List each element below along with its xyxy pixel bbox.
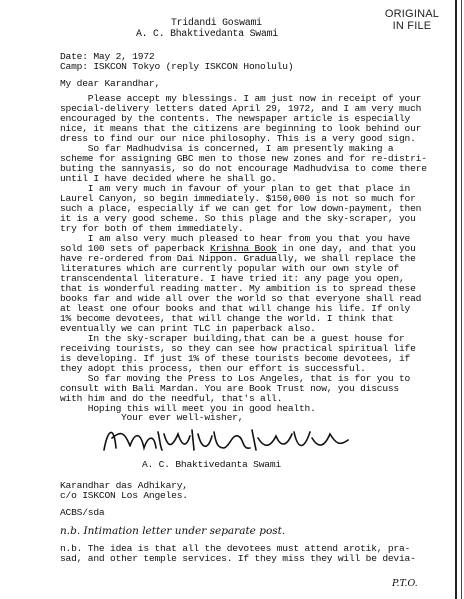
body-line: such a place, especially if we can get for low down-payment, then — [60, 203, 422, 214]
letterhead-line-2: A. C. Bhaktivedanta Swami — [136, 28, 278, 39]
page-edge-line — [455, 0, 457, 599]
letter-date: Date: May 2, 1972 — [60, 51, 155, 62]
recipient-line-2: c/o ISKCON Los Angeles. — [60, 490, 188, 501]
body-line: So far Madhudvisa is concerned, I am presently making a — [60, 143, 394, 154]
body-line: with him and do the needful, that's all. — [60, 393, 283, 404]
body-line: I am also very much pleased to hear from you that you have — [60, 233, 411, 244]
body-line: Laurel Canyon, so begin immediately. $150,000 is not so much for — [60, 193, 416, 204]
original-in-file-stamp — [381, 8, 443, 32]
body-line: try for both of them immediately. — [60, 223, 244, 234]
initials: ACBS/sda — [60, 507, 105, 518]
body-line: 1% become devotees, that will change the world. I think that — [60, 313, 394, 324]
body-line: special-delivery letters dated April 29, 1972, and I am very much — [60, 103, 422, 114]
signature-name: A. C. Bhaktivedanta Swami — [142, 459, 281, 470]
recipient-line-1: Karandhar das Adhikary, — [60, 480, 188, 491]
body-line: Please accept my blessings. I am just now in receipt of your — [60, 93, 422, 104]
body-line: that is wonderful reading matter. My ambition is to spread these — [60, 283, 416, 294]
body-line: nice, it means that the citizens are beginning to look behind our — [60, 123, 422, 134]
letter-body — [60, 94, 455, 414]
salutation: My dear Karandhar, — [60, 78, 161, 89]
nb-line-2: sad, and other temple services. If they miss they will be devia- — [60, 553, 416, 564]
body-line: literatures which are currently popular with our own style of — [60, 263, 399, 274]
body-line: receiving tourists, so they can see how practical spiritual life — [60, 343, 416, 354]
body-line: sold 100 sets of paperback Krishna Book in one day, and that you — [60, 243, 416, 254]
closing: Your ever well-wisher, — [121, 412, 244, 423]
body-line: it is a very good scheme. So this plage and the sky-scraper, you — [60, 213, 416, 224]
body-line: have re-ordered from Dai Nippon. Gradually, we shall replace the — [60, 253, 416, 264]
body-line: I am very much in favour of your plan to get that place in — [60, 183, 411, 194]
body-line: So far moving the Press to Los Angeles, that is for you to — [60, 373, 411, 384]
body-line: buting the sannyasis, so do not encourage Madhudvisa to come there — [60, 163, 427, 174]
body-line: Hoping this will meet you in good health. — [60, 403, 316, 414]
body-line: dress to find our our nice philosophy. This is a very good sign. — [60, 133, 416, 144]
body-line: they adopt this process, then our effort is successful. — [60, 363, 366, 374]
handwritten-note: n.b. Intimation letter under separate post. — [60, 525, 286, 537]
body-line: until I have decided where he shall go. — [60, 173, 277, 184]
handwritten-signature — [100, 420, 360, 460]
underlined-title: Krishna Book — [210, 243, 277, 254]
nb-line-1: n.b. The idea is that all the devotees must attend arotik, pra- — [60, 543, 411, 554]
body-line: transcendental literature. I have tried it: any page you open, — [60, 273, 405, 284]
pto-mark: P.T.O. — [392, 578, 418, 589]
body-line: at least one ofour books and that will change his life. If only — [60, 303, 411, 314]
body-line: is developing. If just 1% of these tourists become devotees, if — [60, 353, 411, 364]
body-line: scheme for assigning GBC men to those new zones and for re-distri- — [60, 153, 427, 164]
stamp-line-2: IN FILE — [392, 20, 432, 32]
body-line: books far and wide all over the world so that everyone shall read — [60, 293, 422, 304]
letterhead-line-1: Tridandi Goswami — [171, 17, 262, 28]
body-line: consult with Bali Mardan. You are Book Trust now, you discuss — [60, 383, 399, 394]
body-line: eventually we can print TLC in paperback also. — [60, 323, 316, 334]
body-line: In the sky-scraper building,that can be a guest house for — [60, 333, 405, 344]
page-edge-line-outer — [461, 0, 462, 599]
body-line: encouraged by the contents. The newspaper article is especially — [60, 113, 411, 124]
letter-camp: Camp: ISKCON Tokyo (reply ISKCON Honolulu) — [60, 61, 294, 72]
stamp-line-1: ORIGINAL — [384, 8, 440, 20]
